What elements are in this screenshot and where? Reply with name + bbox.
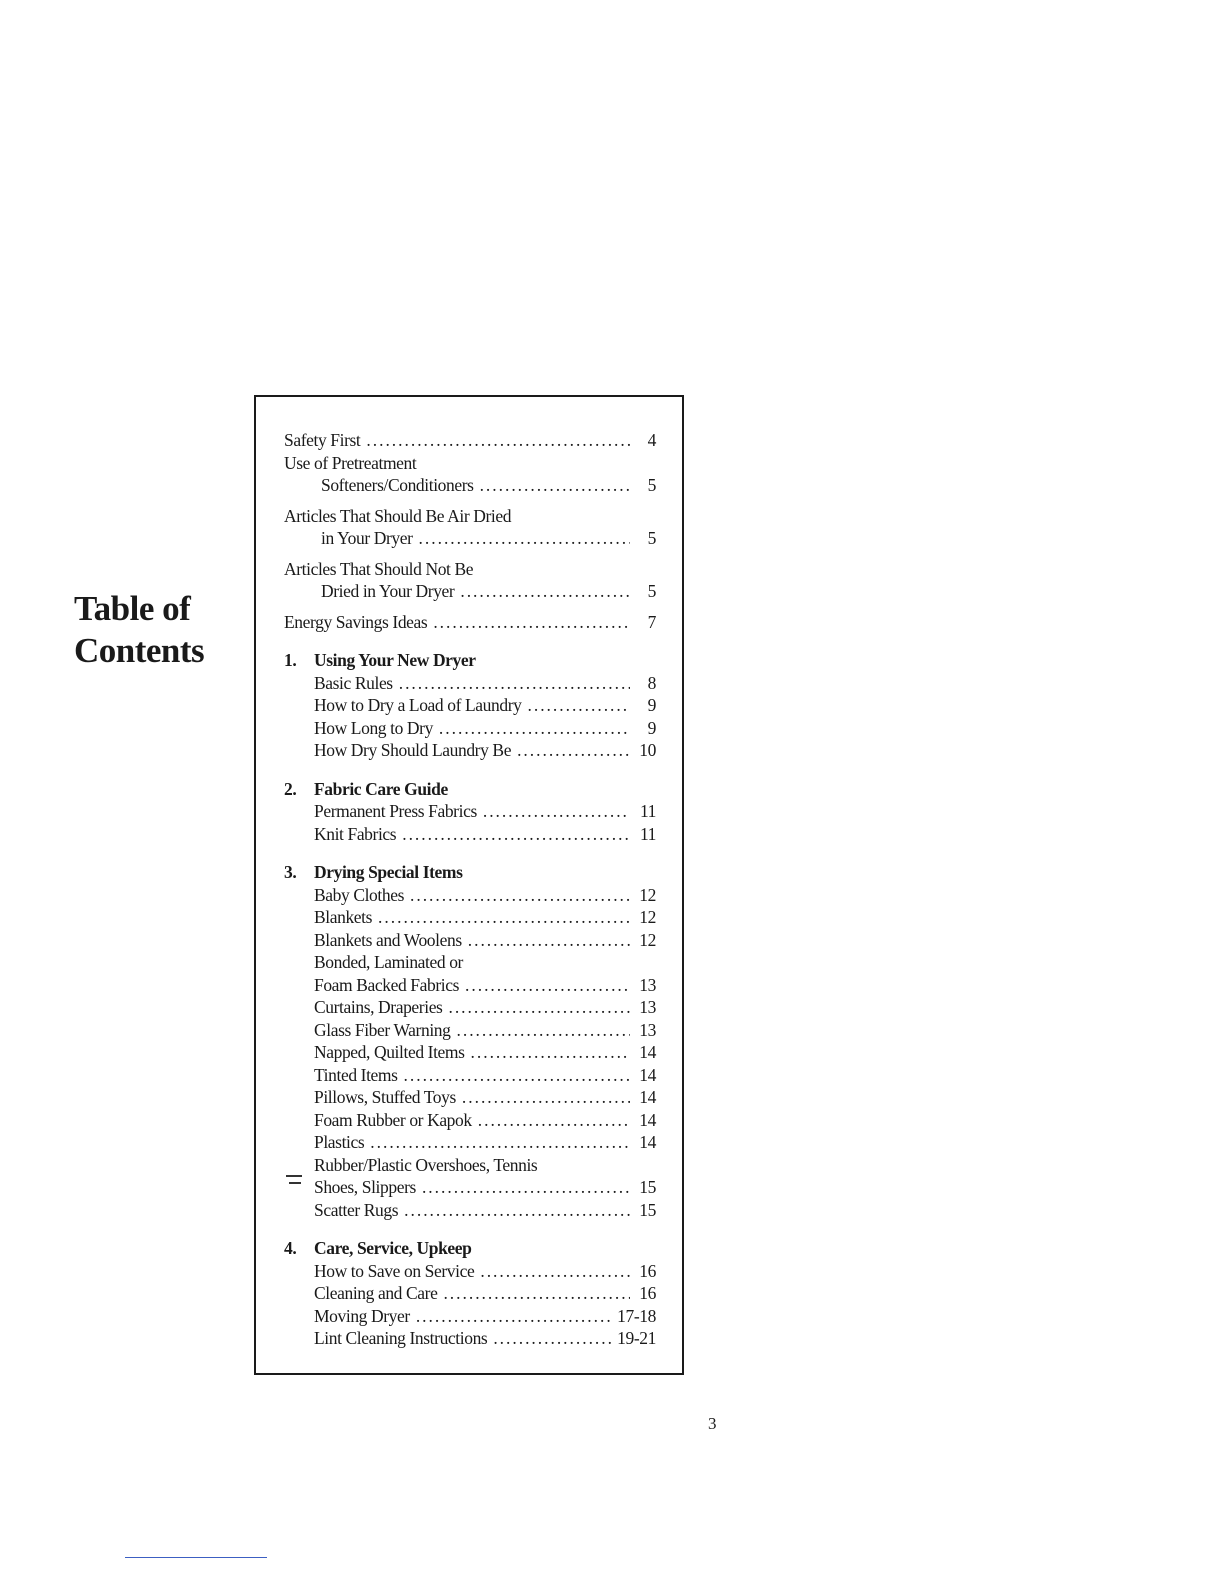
dot-leader [433,611,630,634]
toc-entry-page: 17-18 [617,1305,656,1326]
toc-entry-title: Lint Cleaning Instructions [314,1328,488,1348]
section-number: 4. [284,1238,297,1258]
toc-entry-title: Glass Fiber Warning [314,1019,451,1040]
dot-leader [457,1019,631,1042]
dot-leader [416,1305,611,1328]
section-heading[interactable] [284,649,656,672]
dot-leader [462,1086,630,1109]
toc-entry-title: Knit Fabrics [314,823,397,844]
dot-leader [493,1327,611,1350]
toc-entry-title: Bonded, Laminated or [314,952,463,972]
toc-entry[interactable] [284,1041,656,1064]
toc-entry-title: Baby Clothes [314,884,404,905]
toc-entry-title: Foam Backed Fabrics [314,974,460,995]
toc-entry[interactable] [284,1109,656,1132]
section-title: Care, Service, Upkeep [314,1238,472,1258]
toc-entry-title: Dried in Your Dryer [321,581,455,601]
toc-entry[interactable] [284,672,656,695]
dot-leader [410,884,630,907]
dot-leader [480,1260,630,1283]
toc-entry-title: Articles That Should Be Air Dried [284,505,512,526]
dot-leader [366,429,630,452]
toc-entry-page: 11 [639,823,656,844]
toc-entry-page: 19-21 [617,1328,656,1348]
toc-entry-page: 14 [639,1109,656,1130]
toc-entry-page: 13 [639,974,656,995]
dot-leader [480,474,630,497]
toc-entry[interactable] [284,1131,656,1154]
toc-entry-page: 12 [639,929,656,950]
section-heading[interactable] [284,861,656,884]
toc-entry-page: 10 [639,740,656,760]
toc-entry-title: How Dry Should Laundry Be [314,740,512,760]
toc-entry[interactable] [284,1064,656,1087]
toc-entry[interactable] [284,580,656,603]
toc-entry[interactable] [284,1260,656,1283]
toc-entry[interactable] [284,996,656,1019]
page-title-line-2: Contents [74,631,205,670]
toc-entry[interactable] [284,527,656,550]
toc-entry-title: Scatter Rugs [314,1199,399,1220]
dot-leader [465,974,630,997]
dot-leader [443,1282,630,1305]
dot-leader [439,717,630,740]
toc-entry-title: Blankets and Woolens [314,929,462,950]
toc-entry-title: Tinted Items [314,1064,398,1085]
dot-leader [478,1109,630,1132]
toc-entry[interactable] [284,800,656,823]
dot-leader [404,1064,630,1087]
toc-entry-page: 9 [647,695,656,715]
toc-entry-title: How to Save on Service [314,1260,475,1281]
toc-entry[interactable] [284,1327,656,1350]
toc-entry[interactable] [284,884,656,907]
toc-section [284,1237,656,1350]
dot-leader [471,1041,630,1064]
toc-entry[interactable] [284,929,656,952]
toc-entry-page: 5 [647,528,656,548]
toc-entry-title: Moving Dryer [314,1305,410,1326]
section-title: Drying Special Items [314,862,463,882]
toc-entry-page: 8 [647,672,656,693]
dot-leader [422,1176,630,1199]
dot-leader [448,996,630,1019]
toc-entry-page: 7 [647,611,656,632]
toc-entry[interactable] [284,974,656,997]
section-heading[interactable] [284,1237,656,1260]
toc-entry[interactable] [284,739,656,762]
toc-entry-page: 14 [639,1064,656,1085]
toc-entry[interactable] [284,1305,656,1328]
footer-rule [125,1557,267,1558]
toc-entry[interactable] [284,717,656,740]
toc-entry-title: Foam Rubber or Kapok [314,1109,472,1130]
toc-entry-page: 5 [647,581,656,601]
dot-leader [404,1199,630,1222]
dot-leader [460,580,630,603]
toc-entry-title: in Your Dryer [321,528,413,548]
toc-entry-page: 12 [639,884,656,905]
toc-entry-title: Rubber/Plastic Overshoes, Tennis [314,1154,538,1175]
toc-entry-title: Permanent Press Fabrics [314,801,477,821]
section-heading[interactable] [284,778,656,801]
toc-entry[interactable] [284,611,656,634]
toc-entry-title: Curtains, Draperies [314,997,443,1017]
toc-entry[interactable] [284,1019,656,1042]
section-number: 2. [284,778,297,799]
page-title [74,588,204,672]
toc-entry-page: 14 [639,1087,656,1107]
margin-tick-mark [289,1182,301,1184]
toc-entry-page: 15 [639,1177,656,1197]
toc-section [284,649,656,762]
toc-entry-title: Use of Pretreatment [284,452,417,473]
margin-tick-mark [286,1175,302,1177]
toc-entry[interactable] [284,694,656,717]
toc-entry-title: Blankets [314,907,373,927]
toc-entry-title: How to Dry a Load of Laundry [314,695,522,715]
dot-leader [399,672,630,695]
dot-leader [483,800,630,823]
dot-leader [528,694,631,717]
toc-entry[interactable] [284,429,656,452]
toc-entry-page: 9 [647,717,656,738]
toc-entry-title: How Long to Dry [314,717,433,738]
toc-section [284,778,656,846]
toc-entry-page: 13 [639,1019,656,1040]
toc-entry-title: Safety First [284,430,361,450]
toc-entry-title: Energy Savings Ideas [284,611,428,632]
toc-entry[interactable] [284,1176,656,1199]
toc-entry-page: 12 [639,907,656,927]
toc-entry-page: 13 [639,997,656,1017]
toc-entry-title: Shoes, Slippers [314,1177,416,1197]
toc-entry-title: Pillows, Stuffed Toys [314,1087,456,1107]
toc-entry-page: 16 [639,1283,656,1303]
toc-entry-page: 11 [639,801,656,821]
toc-entry-page: 5 [647,475,656,495]
toc-entry-page: 4 [647,430,656,450]
toc-entry-page: 14 [639,1042,656,1062]
toc-entry[interactable] [284,1086,656,1109]
section-number: 1. [284,650,297,670]
dot-leader [468,929,630,952]
toc-entry-page: 14 [639,1132,656,1152]
dot-leader [517,739,630,762]
dot-leader [419,527,630,550]
page-title-line-1: Table of [74,589,191,628]
dot-leader [370,1131,630,1154]
dot-leader [402,823,630,846]
toc-entry-title: Softeners/Conditioners [321,475,474,495]
section-title: Fabric Care Guide [314,778,448,799]
toc-entry-title: Plastics [314,1132,365,1152]
toc-entry-title: Cleaning and Care [314,1283,438,1303]
toc-entry-title: Articles That Should Not Be [284,558,474,579]
section-number: 3. [284,862,297,882]
toc-entry-page: 16 [639,1260,656,1281]
table-of-contents [284,429,656,1350]
table-of-contents-box [254,395,684,1375]
toc-entry[interactable] [284,823,656,846]
toc-entry[interactable] [284,474,656,497]
toc-entry[interactable] [284,1282,656,1305]
toc-entry-title: Basic Rules [314,672,393,693]
toc-entry-page: 15 [639,1199,656,1220]
toc-entry-title: Napped, Quilted Items [314,1042,465,1062]
section-title: Using Your New Dryer [314,650,476,670]
toc-section [284,861,656,1221]
page-number: 3 [708,1414,717,1433]
dot-leader [378,906,630,929]
toc-entry[interactable] [284,1199,656,1222]
toc-entry[interactable] [284,906,656,929]
